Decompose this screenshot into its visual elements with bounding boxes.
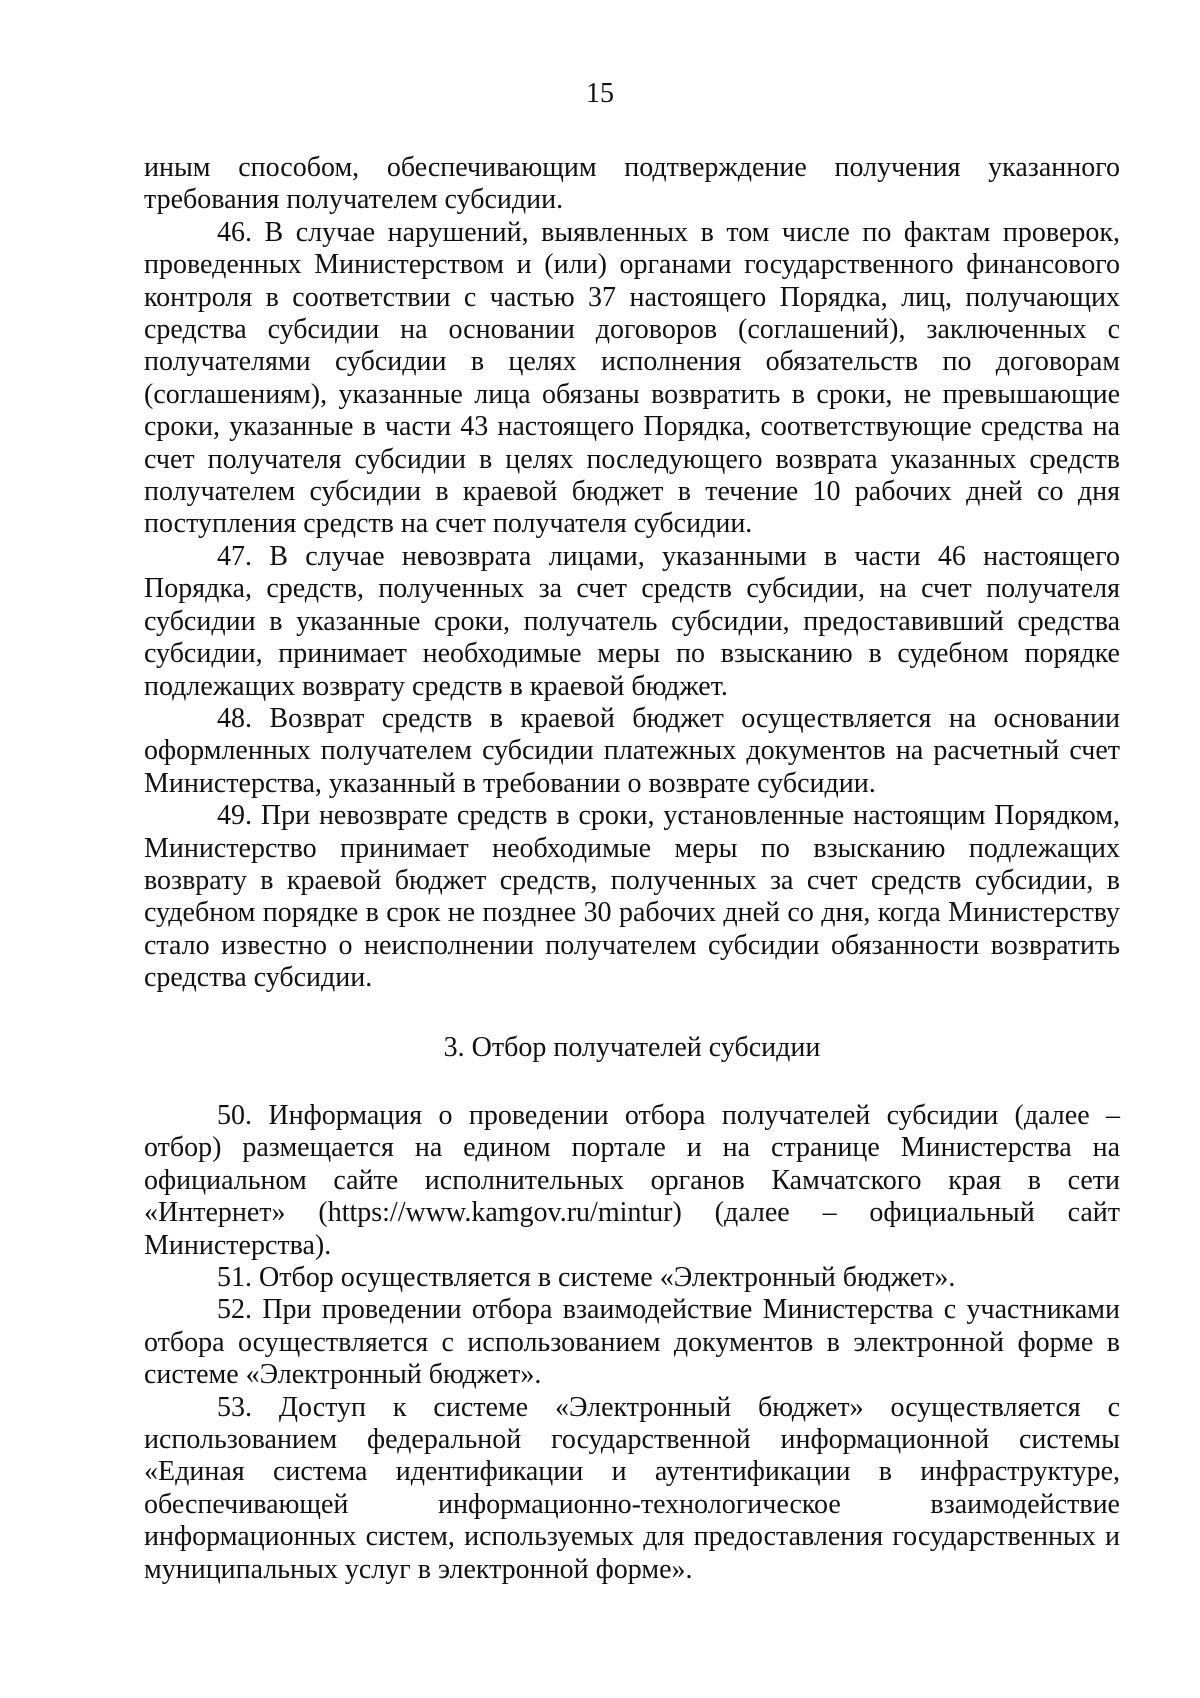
paragraph-53: 53. Доступ к системе «Электронный бюджет» осуществляется с использованием федеральной государственной информационной системы «Единая система идентификации и аутентификации в инфраструктуре, обеспечивающей информационно-технологическое взаимодействие информационных систем, используемых для предоставления государственных и муниципальных услуг в электронной форме». [144,1391,1120,1585]
paragraph-52: 52. При проведении отбора взаимодействие Министерства с участниками отбора осуществляется с использованием документов в электронной форме в системе «Электронный бюджет». [144,1294,1120,1391]
section-heading: 3. Отбор получателей субсидии [443,1031,821,1063]
paragraph-47: 47. В случае невозврата лицами, указанными в части 46 настоящего Порядка, средств, полученных за счет средств субсидии, на счет получателя субсидии в указанные сроки, получатель субсидии, предоставивший средства субсидии, принимает необходимые меры по взысканию в судебном порядке подлежащих возврату средств в краевой бюджет. [144,540,1120,702]
paragraph-49: 49. При невозврате средств в сроки, установленные настоящим Порядком, Министерство принимает необходимые меры по взысканию подлежащих возврату в краевой бюджет средств, полученных за счет средств субсидии, в судебном порядке в срок не позднее 30 рабочих дней со дня, когда Министерству стало известно о неисполнении получателем субсидии обязанности возвратить средства субсидии. [144,800,1120,994]
paragraph-continuation: иным способом, обеспечивающим подтверждение получения указанного требования получателем субсидии. [144,152,1120,216]
page-number: 15 [586,78,614,109]
paragraph-51: 51. Отбор осуществляется в системе «Электронный бюджет». [217,1262,956,1293]
paragraph-50: 50. Информация о проведении отбора получателей субсидии (далее – отбор) размещается на едином портале и на странице Министерства на официальном сайте исполнительных органов Камчатского края в сети «Интернет» (https://www.kamgov.ru/mintur) (далее – официальный сайт Министерства). [144,1099,1120,1261]
document-body [144,152,1120,1586]
paragraph-46: 46. В случае нарушений, выявленных в том числе по фактам проверок, проведенных Министерством и (или) органами государственного финансового контроля в соответствии с частью 37 настоящего Порядка, лиц, получающих средства субсидии на основании договоров (соглашений), заключенных с получателями субсидии в целях исполнения обязательств по договорам (соглашениям), указанные лица обязаны возвратить в сроки, не превышающие сроки, указанные в части 43 настоящего Порядка, соответствующие средства на счет получателя субсидии в целях последующего возврата указанных средств получателем субсидии в краевой бюджет в течение 10 рабочих дней со дня поступления средств на счет получателя субсидии. [144,216,1120,540]
paragraph-48: 48. Возврат средств в краевой бюджет осуществляется на основании оформленных получателем субсидии платежных документов на расчетный счет Министерства, указанный в требовании о возврате субсидии. [144,702,1120,799]
